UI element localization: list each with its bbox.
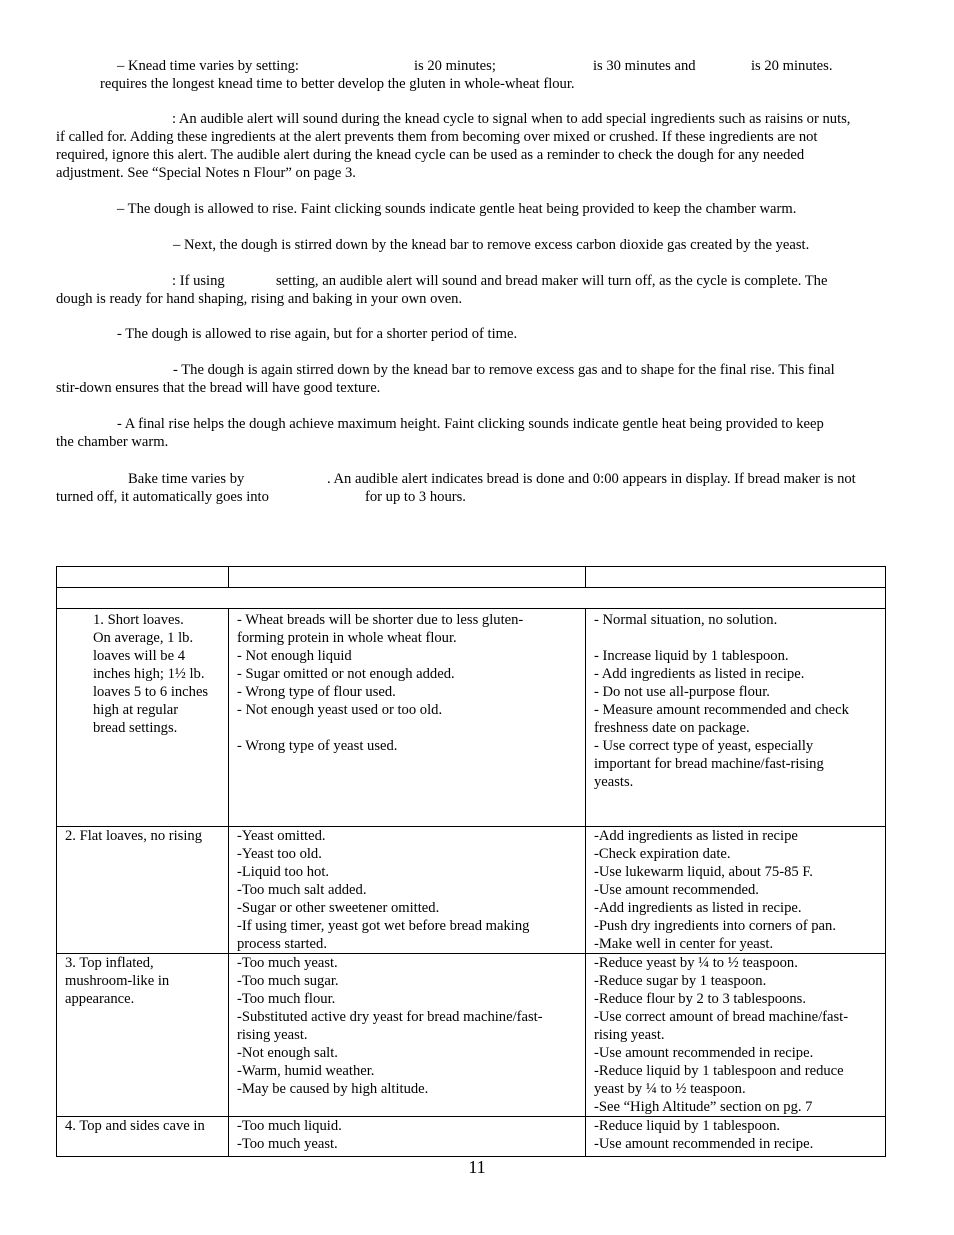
knead-text-d: is 20 minutes. — [751, 58, 833, 74]
table-header-row — [57, 567, 886, 588]
final-rise-line-1: - A final rise helps the dough achieve maximum height. Faint clicking sounds indicate gentle heat being provided to keep — [117, 416, 824, 432]
problem-line: loaves will be 4 — [93, 648, 186, 664]
cause-line — [237, 719, 585, 737]
solution-line: yeast by ¼ to ½ teaspoon. — [594, 1081, 746, 1097]
problem-line: loaves 5 to 6 inches — [93, 684, 209, 700]
cause-line: -Liquid too hot. — [237, 864, 330, 880]
solution-line: -Use correct amount of bread machine/fast- — [594, 1009, 849, 1025]
solution-cell — [586, 954, 886, 1117]
solution-cell — [586, 1117, 886, 1157]
problem-line: high at regular — [93, 702, 179, 718]
cause-line: -Sugar or other sweetener omitted. — [237, 900, 440, 916]
problem-line: bread settings. — [93, 720, 178, 736]
solution-line: -Reduce yeast by ¼ to ½ teaspoon. — [594, 955, 798, 971]
cause-line: - Wrong type of flour used. — [237, 684, 396, 700]
problem-cell — [57, 954, 229, 1117]
bake-text-b: . An audible alert indicates bread is done and 0:00 appears in display. If bread maker is not — [327, 471, 856, 487]
problem-line: appearance. — [65, 991, 135, 1007]
page-number: 11 — [468, 1157, 486, 1177]
cause-line: -If using timer, yeast got wet before bread making — [237, 918, 530, 934]
solution-line: -Reduce sugar by 1 teaspoon. — [594, 973, 767, 989]
rise-1-text: – The dough is allowed to rise. Faint clicking sounds indicate gentle heat being provided to keep the chamber warm. — [117, 201, 797, 217]
stir-1-text: – Next, the dough is stirred down by the knead bar to remove excess carbon dioxide gas created by the yeast. — [173, 237, 810, 253]
cause-line: -Yeast too old. — [237, 846, 322, 862]
cause-line: forming protein in whole wheat flour. — [237, 630, 457, 646]
solution-line: yeasts. — [594, 774, 634, 790]
cause-line: - Wrong type of yeast used. — [237, 738, 398, 754]
solution-line: -Check expiration date. — [594, 846, 731, 862]
solution-cell — [586, 827, 886, 954]
cause-line: -Too much flour. — [237, 991, 336, 1007]
problem-line: 1. Short loaves. — [93, 612, 184, 628]
bake-text-a: Bake time varies by — [128, 471, 245, 487]
cause-line: -May be caused by high altitude. — [237, 1081, 429, 1097]
problem-cell — [57, 827, 229, 954]
solution-line: -Add ingredients as listed in recipe. — [594, 900, 802, 916]
solution-line: important for bread machine/fast-rising — [594, 756, 824, 772]
troubleshooting-table — [56, 566, 886, 1157]
problem-line: inches high; 1½ lb. — [93, 666, 205, 682]
cause-line: -Yeast omitted. — [237, 828, 326, 844]
cause-line: -Too much yeast. — [237, 955, 338, 971]
solution-line: - Add ingredients as listed in recipe. — [594, 666, 805, 682]
problem-cell — [57, 609, 229, 827]
knead-text-b: is 20 minutes; — [414, 58, 496, 74]
cause-line: -Too much sugar. — [237, 973, 339, 989]
solution-line: -Add ingredients as listed in recipe — [594, 828, 798, 844]
alert-line-3: required, ignore this alert. The audible alert during the knead cycle can be used as a reminder to check the dough for any needed — [56, 147, 805, 163]
cause-line: rising yeast. — [237, 1027, 308, 1043]
header-cell-cause — [229, 567, 586, 588]
cause-line: -Too much salt added. — [237, 882, 367, 898]
solution-line: -Push dry ingredients into corners of pan. — [594, 918, 836, 934]
cause-cell — [229, 1117, 586, 1157]
stir-2-line-2: stir-down ensures that the bread will have good texture. — [56, 380, 381, 396]
final-rise-line-2: the chamber warm. — [56, 434, 169, 450]
knead-text-a: – Knead time varies by setting: — [117, 58, 299, 74]
solution-line: - Measure amount recommended and check — [594, 702, 849, 718]
knead-text-c: is 30 minutes and — [593, 58, 696, 74]
solution-line: - Increase liquid by 1 tablespoon. — [594, 648, 789, 664]
cause-cell — [229, 827, 586, 954]
problem-line: 4. Top and sides cave in — [65, 1118, 205, 1134]
solution-line: - Use correct type of yeast, especially — [594, 738, 814, 754]
cause-line: - Not enough yeast used or too old. — [237, 702, 443, 718]
solution-line: - Normal situation, no solution. — [594, 612, 778, 628]
solution-line: -Make well in center for yeast. — [594, 936, 774, 952]
cause-line: process started. — [237, 936, 327, 952]
knead-text-line2: requires the longest knead time to better develop the gluten in whole-wheat flour. — [100, 76, 575, 92]
section-cell — [57, 588, 886, 609]
solution-line: -Use amount recommended in recipe. — [594, 1045, 814, 1061]
alert-line-2: if called for. Adding these ingredients at the alert prevents them from becoming over mixed or crushed. If these ingredients are not — [56, 129, 818, 145]
bake-text-d: for up to 3 hours. — [365, 489, 466, 505]
header-cell-solution — [586, 567, 886, 588]
cause-cell — [229, 954, 586, 1117]
problem-line: mushroom-like in — [65, 973, 170, 989]
cause-line: -Not enough salt. — [237, 1045, 338, 1061]
solution-line: -See “High Altitude” section on pg. 7 — [594, 1099, 813, 1115]
cause-line: -Warm, humid weather. — [237, 1063, 375, 1079]
problem-line: On average, 1 lb. — [93, 630, 194, 646]
problem-line: 3. Top inflated, — [65, 955, 154, 971]
solution-line: -Use amount recommended. — [594, 882, 759, 898]
rise-2-text: - The dough is allowed to rise again, but for a shorter period of time. — [117, 326, 518, 342]
table-row — [57, 827, 886, 954]
solution-line: - Do not use all-purpose flour. — [594, 684, 770, 700]
alert-line-4: adjustment. See “Special Notes n Flour” on page 3. — [56, 165, 356, 181]
stir-2-line-1: - The dough is again stirred down by the knead bar to remove excess gas and to shape for the final rise. This final — [173, 362, 835, 378]
table-row — [57, 1117, 886, 1157]
table-row — [57, 954, 886, 1117]
solution-line: -Use lukewarm liquid, about 75-85 F. — [594, 864, 813, 880]
table-section-row — [57, 588, 886, 609]
solution-cell — [586, 609, 886, 827]
dough-text-a: : If using — [172, 273, 225, 289]
cause-line: - Sugar omitted or not enough added. — [237, 666, 455, 682]
cause-line: - Not enough liquid — [237, 648, 352, 664]
solution-line: rising yeast. — [594, 1027, 665, 1043]
cause-line: -Too much yeast. — [237, 1136, 338, 1152]
solution-line: freshness date on package. — [594, 720, 750, 736]
solution-line: -Reduce liquid by 1 tablespoon and reduce — [594, 1063, 844, 1079]
bake-text-c: turned off, it automatically goes into — [56, 489, 269, 505]
solution-line: -Use amount recommended in recipe. — [594, 1136, 814, 1152]
table-row — [57, 609, 886, 827]
cause-line: - Wheat breads will be shorter due to less gluten- — [237, 612, 524, 628]
cause-cell — [229, 609, 586, 827]
solution-line: -Reduce liquid by 1 tablespoon. — [594, 1118, 781, 1134]
solution-line — [594, 629, 885, 647]
cause-line: -Too much liquid. — [237, 1118, 342, 1134]
header-cell-problem — [57, 567, 229, 588]
dough-text-b: setting, an audible alert will sound and bread maker will turn off, as the cycle is complete. The — [276, 273, 828, 289]
problem-cell — [57, 1117, 229, 1157]
solution-line: -Reduce flour by 2 to 3 tablespoons. — [594, 991, 806, 1007]
dough-text-line2: dough is ready for hand shaping, rising and baking in your own oven. — [56, 291, 463, 307]
problem-line: 2. Flat loaves, no rising — [65, 828, 203, 844]
alert-line-1: : An audible alert will sound during the knead cycle to signal when to add special ingredients such as raisins or nuts, — [172, 111, 851, 127]
cause-line: -Substituted active dry yeast for bread machine/fast- — [237, 1009, 543, 1025]
